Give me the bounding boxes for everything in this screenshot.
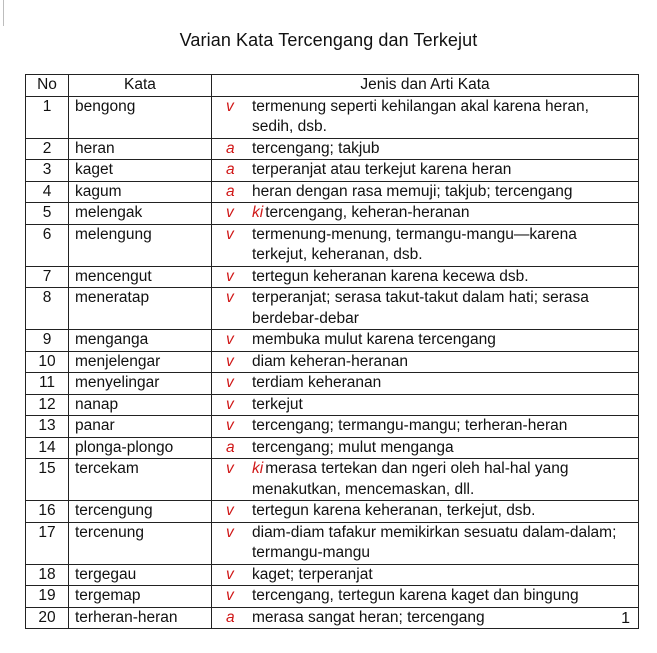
- definition-entry: [226, 373, 630, 394]
- row-number: 6: [26, 224, 69, 266]
- table-row: [26, 564, 639, 586]
- table-row: [26, 330, 639, 352]
- table-row: [26, 181, 639, 203]
- row-number: 12: [26, 394, 69, 416]
- table-row: [26, 459, 639, 501]
- definition-text-wrapper: [252, 160, 630, 181]
- word-class-label: v: [226, 587, 234, 604]
- word-class-label: a: [226, 182, 235, 200]
- word-class-label: v: [226, 565, 234, 583]
- word-class-label: v: [226, 395, 234, 413]
- row-number: 14: [26, 437, 69, 459]
- definition-cell: [212, 288, 639, 330]
- word-variant-table: [25, 74, 639, 629]
- word-cell: tercenung: [69, 522, 212, 564]
- row-number: 16: [26, 501, 69, 523]
- word-cell: menyelingar: [69, 373, 212, 395]
- definition-cell: [212, 416, 639, 438]
- row-number: 10: [26, 351, 69, 373]
- definition-text-wrapper: [252, 523, 630, 564]
- word-class-label: v: [226, 523, 234, 541]
- definition-entry: [226, 160, 630, 181]
- row-number: 11: [26, 373, 69, 395]
- definition-cell: [212, 586, 639, 608]
- definition-text: diam-diam tafakur memikirkan sesuatu dalam-dalam; termangu-mangu: [252, 523, 617, 561]
- row-number: 8: [26, 288, 69, 330]
- definition-entry: [226, 608, 630, 629]
- page-number: 1: [621, 610, 630, 627]
- header-jenis-arti: Jenis dan Arti Kata: [212, 75, 639, 97]
- definition-text: diam keheran-heranan: [252, 352, 408, 370]
- definition-cell: [212, 607, 639, 629]
- definition-cell: [212, 266, 639, 288]
- definition-text-wrapper: [252, 267, 630, 288]
- definition-text-wrapper: [252, 395, 630, 416]
- table-row: [26, 416, 639, 438]
- definition-text-wrapper: [252, 565, 630, 586]
- definition-text-wrapper: [252, 203, 630, 224]
- definition-cell: [212, 459, 639, 501]
- word-class-label: a: [226, 161, 235, 178]
- definition-text: terdiam keheranan: [252, 374, 382, 391]
- word-cell: melengak: [69, 203, 212, 225]
- definition-text: terperanjat atau terkejut karena heran: [252, 161, 512, 178]
- word-cell: panar: [69, 416, 212, 438]
- definition-cell: [212, 203, 639, 225]
- word-class-label: v: [226, 331, 234, 348]
- definition-entry: [226, 416, 630, 437]
- header-kata: Kata: [69, 75, 212, 97]
- word-cell: menganga: [69, 330, 212, 352]
- definition-cell: [212, 351, 639, 373]
- definition-cell: [212, 160, 639, 182]
- word-class-label: v: [226, 352, 234, 370]
- definition-text-wrapper: [252, 182, 630, 203]
- definition-cell: [212, 564, 639, 586]
- definition-entry: [226, 267, 630, 288]
- definition-text-wrapper: [252, 225, 630, 266]
- row-number: 5: [26, 203, 69, 225]
- word-class-label: v: [226, 97, 234, 115]
- row-number: 13: [26, 416, 69, 438]
- table-row: [26, 437, 639, 459]
- definition-entry: [226, 523, 630, 564]
- word-class-label: v: [226, 417, 234, 434]
- word-cell: meneratap: [69, 288, 212, 330]
- definition-entry: [226, 288, 630, 329]
- definition-text: tertegun karena keheranan, terkejut, dsb.: [252, 502, 536, 519]
- page-corner-mark: [0, 0, 4, 26]
- definition-text: tertegun keheranan karena kecewa dsb.: [252, 267, 529, 285]
- definition-text-wrapper: [252, 608, 630, 629]
- definition-text: merasa tertekan dan ngeri oleh hal-hal yang menakutkan, mencemaskan, dll.: [252, 460, 569, 498]
- figurative-label: ki: [252, 460, 264, 477]
- table-body: [26, 96, 639, 629]
- definition-cell: [212, 522, 639, 564]
- row-number: 9: [26, 330, 69, 352]
- definition-text-wrapper: [252, 501, 630, 522]
- row-number: 20: [26, 607, 69, 629]
- definition-cell: [212, 373, 639, 395]
- word-cell: heran: [69, 138, 212, 160]
- definition-entry: [226, 586, 630, 607]
- definition-entry: [226, 352, 630, 373]
- definition-text: tercengang; mulut menganga: [252, 438, 454, 456]
- table-row: [26, 266, 639, 288]
- word-class-label: a: [226, 608, 235, 626]
- definition-entry: [226, 203, 630, 224]
- table-header-row: [26, 75, 639, 97]
- word-cell: bengong: [69, 96, 212, 138]
- document-title: Varian Kata Tercengang dan Terkejut: [179, 30, 478, 50]
- word-class-label: a: [226, 438, 235, 456]
- word-cell: kaget: [69, 160, 212, 182]
- header-no: No: [26, 75, 69, 97]
- definition-text-wrapper: [252, 352, 630, 373]
- definition-text: termenung seperti kehilangan akal karena heran, sedih, dsb.: [252, 97, 589, 135]
- definition-text-wrapper: [252, 438, 630, 459]
- word-class-label: v: [226, 374, 234, 391]
- definition-text: kaget; terperanjat: [252, 565, 373, 583]
- table-row: [26, 224, 639, 266]
- definition-entry: [226, 225, 630, 266]
- table-row: [26, 373, 639, 395]
- definition-text-wrapper: [252, 139, 630, 160]
- word-cell: tergemap: [69, 586, 212, 608]
- table-row: [26, 522, 639, 564]
- definition-entry: [226, 330, 630, 351]
- figurative-label: ki: [252, 204, 264, 221]
- row-number: 19: [26, 586, 69, 608]
- definition-text: heran dengan rasa memuji; takjub; tercengang: [252, 182, 573, 200]
- definition-text: termenung-menung, termangu-mangu—karena terkejut, keheranan, dsb.: [252, 225, 577, 263]
- definition-entry: [226, 565, 630, 586]
- word-class-label: v: [226, 460, 234, 477]
- definition-cell: [212, 224, 639, 266]
- definition-cell: [212, 501, 639, 523]
- definition-text: tercengang; termangu-mangu; terheran-heran: [252, 417, 568, 434]
- row-number: 7: [26, 266, 69, 288]
- definition-entry: [226, 438, 630, 459]
- definition-text-wrapper: [252, 373, 630, 394]
- table-row: [26, 160, 639, 182]
- definition-cell: [212, 394, 639, 416]
- row-number: 18: [26, 564, 69, 586]
- table-row: [26, 96, 639, 138]
- table-row: [26, 351, 639, 373]
- row-number: 3: [26, 160, 69, 182]
- table-row: [26, 501, 639, 523]
- definition-cell: [212, 181, 639, 203]
- table-row: [26, 288, 639, 330]
- row-number: 15: [26, 459, 69, 501]
- word-cell: nanap: [69, 394, 212, 416]
- word-cell: kagum: [69, 181, 212, 203]
- definition-text: membuka mulut karena tercengang: [252, 331, 496, 348]
- definition-entry: [226, 459, 630, 500]
- definition-text: terkejut: [252, 395, 303, 413]
- word-class-label: v: [226, 289, 234, 306]
- definition-entry: [226, 501, 630, 522]
- word-cell: menjelengar: [69, 351, 212, 373]
- word-cell: melengung: [69, 224, 212, 266]
- definition-cell: [212, 437, 639, 459]
- table-row: [26, 138, 639, 160]
- definition-cell: [212, 330, 639, 352]
- definition-entry: [226, 395, 630, 416]
- definition-text: tercengang, keheran-heranan: [265, 204, 470, 221]
- definition-cell: [212, 96, 639, 138]
- table-row: [26, 607, 639, 629]
- word-class-label: v: [226, 225, 234, 243]
- definition-text-wrapper: [252, 416, 630, 437]
- word-cell: terheran-heran: [69, 607, 212, 629]
- row-number: 4: [26, 181, 69, 203]
- word-cell: tercekam: [69, 459, 212, 501]
- definition-text-wrapper: [252, 97, 630, 138]
- definition-entry: [226, 97, 630, 138]
- word-cell: tercengung: [69, 501, 212, 523]
- word-cell: tergegau: [69, 564, 212, 586]
- definition-text: merasa sangat heran; tercengang: [252, 608, 485, 626]
- table-row: [26, 586, 639, 608]
- definition-text-wrapper: [252, 459, 630, 500]
- definition-cell: [212, 138, 639, 160]
- word-class-label: v: [226, 502, 234, 519]
- word-cell: mencengut: [69, 266, 212, 288]
- definition-entry: [226, 139, 630, 160]
- table-row: [26, 394, 639, 416]
- definition-text-wrapper: [252, 288, 630, 329]
- word-class-label: v: [226, 204, 234, 221]
- definition-text: terperanjat; serasa takut-takut dalam hati; serasa berdebar-debar: [252, 289, 589, 327]
- row-number: 1: [26, 96, 69, 138]
- definition-text-wrapper: [252, 586, 630, 607]
- definition-text: tercengang; takjub: [252, 139, 380, 157]
- definition-text-wrapper: [252, 330, 630, 351]
- word-class-label: a: [226, 139, 235, 157]
- word-class-label: v: [226, 267, 234, 285]
- row-number: 2: [26, 138, 69, 160]
- definition-text: tercengang, tertegun karena kaget dan bingung: [252, 587, 579, 604]
- definition-entry: [226, 182, 630, 203]
- row-number: 17: [26, 522, 69, 564]
- table-row: [26, 203, 639, 225]
- word-cell: plonga-plongo: [69, 437, 212, 459]
